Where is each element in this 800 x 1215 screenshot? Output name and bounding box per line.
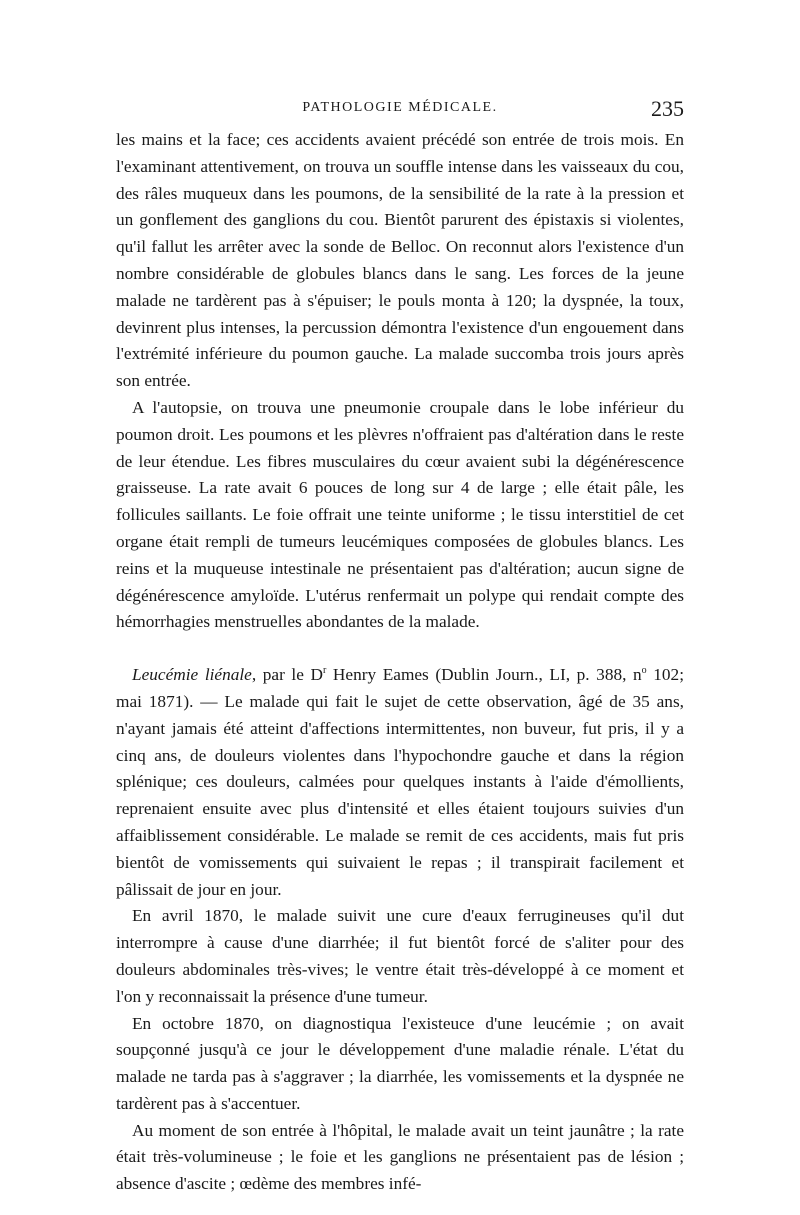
paragraph: les mains et la face; ces accidents avaient précédé son entrée de trois mois. En l'examinant attentivement, on trouva un souffle intense dans les vaisseaux du cou, des râles muqueux dans les poumons, de la sensibilité de la rate à la pression et un gonflement des ganglions du cou. Bientôt parurent des épistaxis si violentes, qu'il fallut les arrêter avec la sonde de Belloc. On reconnut alors l'existence d'un nombre considérable de globules blancs dans le sang. Les forces de la jeune malade ne tardèrent pas à s'épuiser; le pouls monta à 120; la dyspnée, la toux, devinrent plus intenses, la percussion démontra l'existence d'un engouement dans l'extrémité inférieure du poumon gauche. La malade succomba trois jours après son entrée. [116,130,684,391]
article-text: 102; mai 1871). — Le malade qui fait le sujet de cette observation, âgé de 35 ans, n'ayant jamais été atteint d'affections intermittentes, non buveur, fut pris, il y a cinq ans, de douleurs violentes dans l'hypochondre gauche et dans la région splénique; ces douleurs, calmées pour quelques instants à l'aide d'émollients, reprenaient ensuite avec plus d'intensité et elles étaient toujours suivies d'un affaiblissement considérable. Le malade se remit de ces accidents, mais fut pris bientôt de vomissements qui suivaient le repas ; il transpirait facilement et pâlissait de jour en jour. [116,665,684,899]
running-title: PATHOLOGIE MÉDICALE. [302,100,498,115]
paragraph: En octobre 1870, on diagnostiqua l'existeuce d'une leucémie ; on avait soupçonné jusqu'à ce jour le développement d'une maladie rénale. L'état du malade ne tarda pas à s'aggraver ; la diarrhée, les vomissements et la dyspnée ne tardèrent pas à s'accentuer. [116,1013,684,1113]
article-byline: , par le D [251,665,323,685]
page-number: 235 [651,96,684,121]
paragraph: Au moment de son entrée à l'hôpital, le malade avait un teint jaunâtre ; la rate était très-volumineuse ; le foie et les ganglions ne présentaient pas de lésion ; absence d'ascite ; œdème des membres infé- [116,1120,684,1194]
paragraph: En avril 1870, le malade suivit une cure d'eaux ferrugineuses qu'il dut interrompre à cause d'une diarrhée; il fut bientôt forcé de s'aliter pour des douleurs abdominales très-vives; le ventre était très-développé à ce moment et l'on y reconnaissait la présence d'une tumeur. [116,906,684,1006]
article-byline-cont: Henry Eames (Dublin Journ., LI, p. 388, n [326,665,642,685]
article-number-sup: o [641,665,647,677]
article-entry [116,662,684,903]
body-text [116,127,684,1198]
paragraph: A l'autopsie, on trouva une pneumonie croupale dans le lobe inférieur du poumon droit. Les poumons et les plèvres n'offraient pas d'altération dans le reste de leur étendue. Les fibres musculaires du cœur avaient subi la dégénérescence graisseuse. La rate avait 6 pouces de long sur 4 de large ; elle était pâle, les follicules saillants. Le foie offrait une teinte uniforme ; le tissu interstitiel de cet organe était rempli de tumeurs leucémiques composées de globules blancs. Les reins et la muqueuse intestinale ne présentaient pas d'altération; aucun signe de dégénérescence amyloïde. L'utérus renfermait un polype qui rendait compte des hémorrhagies menstruelles abondantes de la malade. [116,397,684,632]
running-header [116,96,684,124]
article-byline-sup: r [322,665,327,677]
article-title: Leucémie liénale [132,665,252,685]
